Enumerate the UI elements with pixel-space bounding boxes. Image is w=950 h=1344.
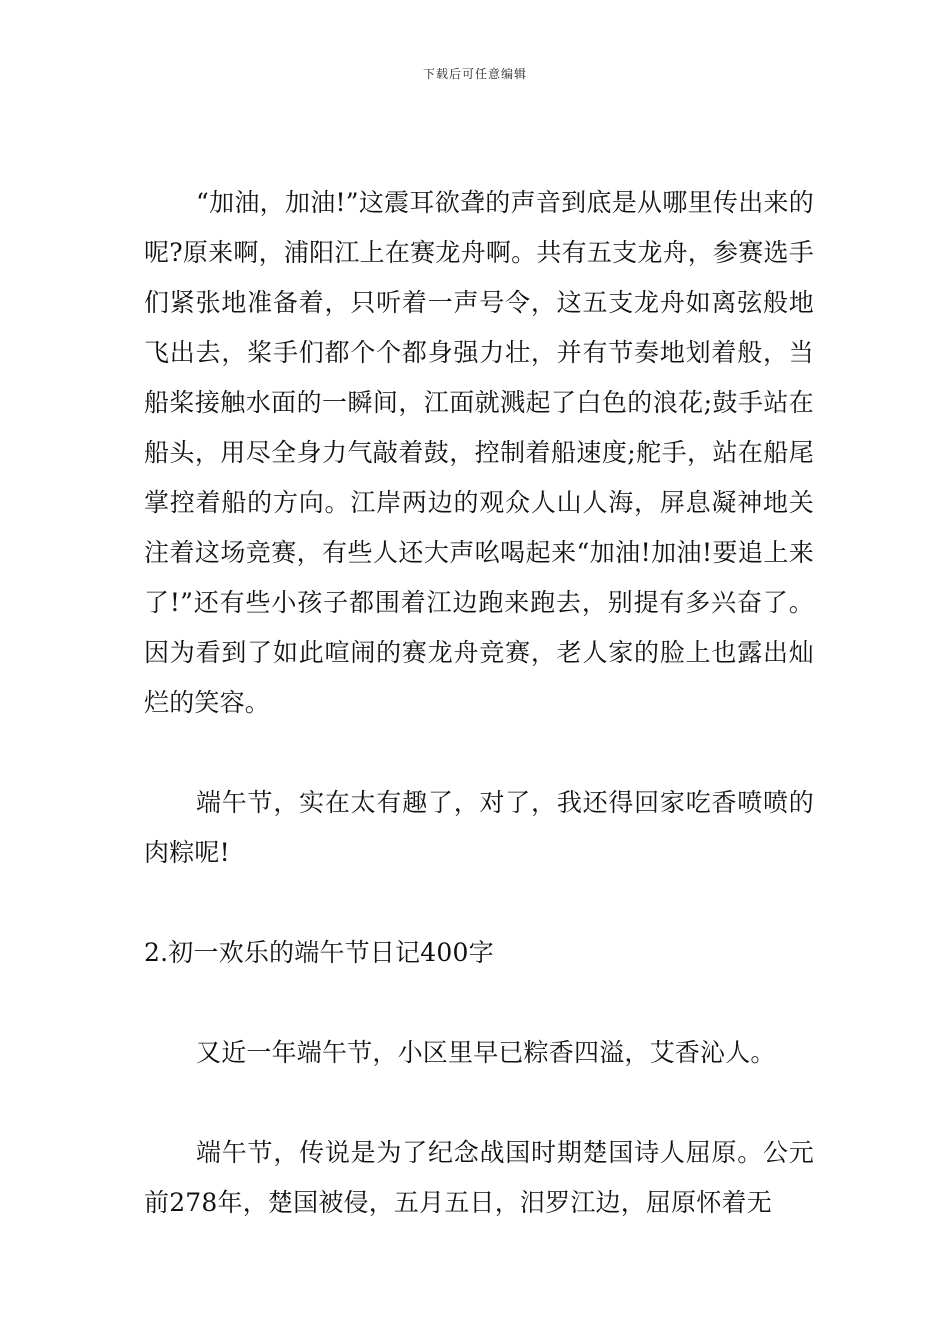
document-body: [144, 178, 814, 1228]
paragraph-festival-intro: 又近一年端午节，小区里早已粽香四溢，艾香沁人。: [196, 1038, 776, 1067]
paragraph-spacer: [144, 1078, 814, 1128]
page-header: 下载后可任意编辑: [422, 67, 527, 81]
paragraph-zongzi: 端午节，实在太有趣了，对了，我还得回家吃香喷喷的肉粽呢!: [144, 788, 814, 867]
paragraph-dragon-boat-race: “加油，加油!”这震耳欲聋的声音到底是从哪里传出来的呢?原来啊，浦阳江上在赛龙舟啊。共有五支龙舟，参赛选手们紧张地准备着，只听着一声号令，这五支龙舟如离弦般地飞出去，桨手们都个个都身强力壮，并有节奏地划着般，当船桨接触水面的一瞬间，江面就溅起了白色的浪花;鼓手站在船头，用尽全身力气敲着鼓，控制着船速度;舵手，站在船尾掌控着船的方向。江岸两边的观众人山人海，屏息凝神地关注着这场竞赛，有些人还大声吆喝起来“加油!加油!要追上来了!”还有些小孩子都围着江边跑来跑去，别提有多兴奋了。因为看到了如此喧闹的赛龙舟竞赛，老人家的脸上也露出灿烂的笑容。: [144, 188, 814, 717]
section-heading: 2.初一欢乐的端午节日记400字: [144, 938, 494, 967]
paragraph-spacer: [144, 728, 814, 778]
paragraph-spacer: [144, 878, 814, 928]
paragraph-spacer: [144, 978, 814, 1028]
paragraph-qu-yuan: 端午节，传说是为了纪念战国时期楚国诗人屈原。公元前278年，楚国被侵，五月五日，汨罗江边，屈原怀着无: [144, 1138, 814, 1217]
